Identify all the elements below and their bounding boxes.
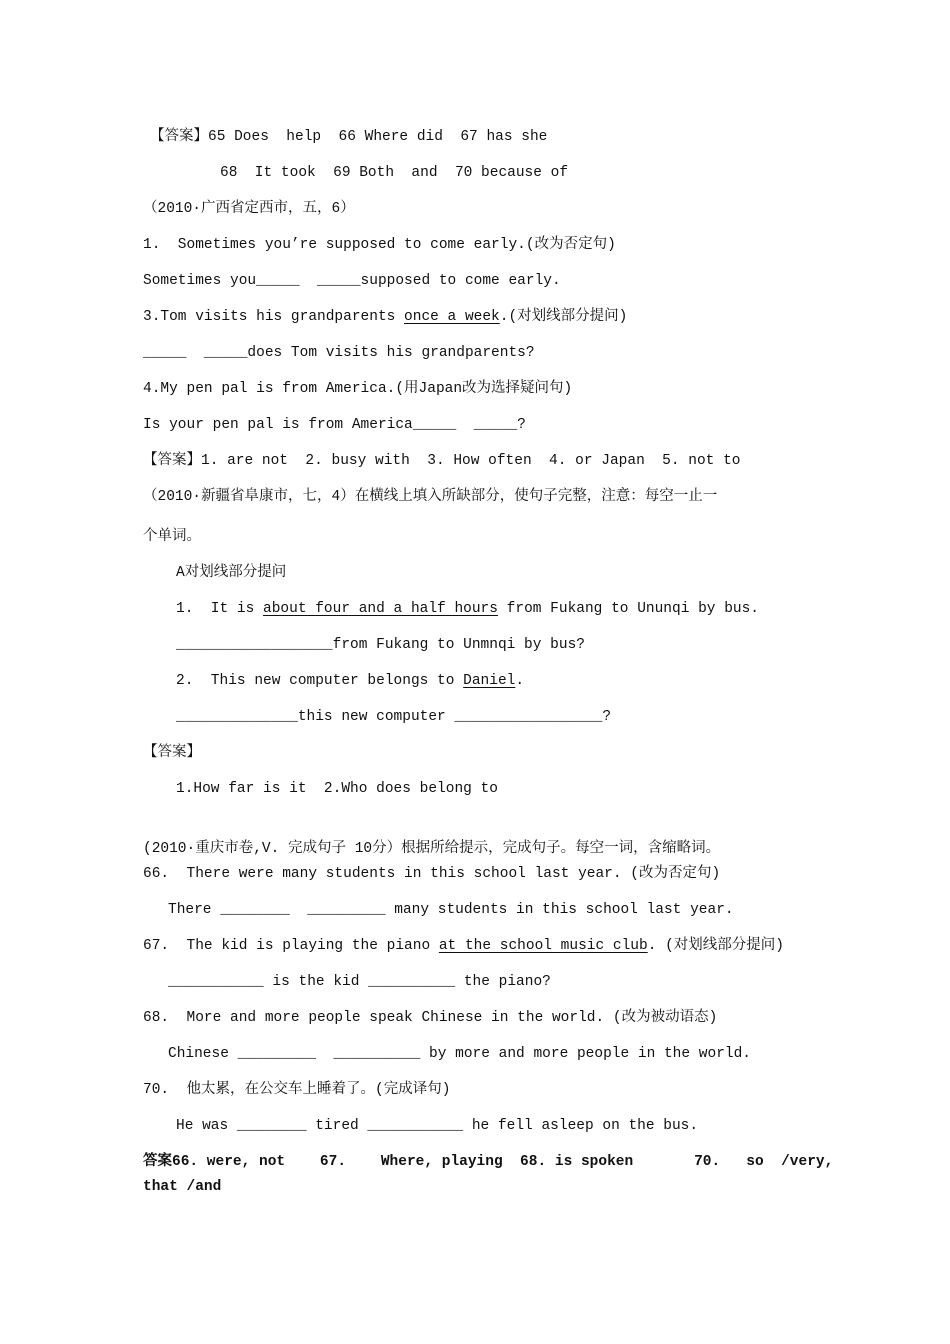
question-1: 1. Sometimes you’re supposed to come early.(改为否定句): [143, 237, 616, 253]
question-4-blank: Is your pen pal is from America_____ _____?: [143, 417, 526, 433]
fukang-question-2-prefix: 2. This new computer belongs to: [176, 673, 464, 689]
fukang-question-1-prefix: 1. It is: [176, 601, 264, 617]
source-chongqing: (2010·重庆市卷,V. 完成句子 10分）根据所给提示，完成句子。每空一词，含缩略词。: [143, 841, 721, 857]
question-3-prefix: 3.Tom visits his grandparents: [143, 309, 405, 325]
fukang-question-2-underlined: Daniel: [463, 673, 516, 689]
fukang-question-2-suffix: .: [515, 673, 525, 689]
question-66: 66. There were many students in this school last year. (改为否定句): [143, 866, 721, 882]
question-68-blank: Chinese _________ __________ by more and more people in the world.: [168, 1046, 751, 1062]
question-67-prefix: 67. The kid is playing the piano: [143, 938, 439, 954]
answer-chongqing-line2: that /and: [143, 1179, 222, 1195]
answer-line-65-67: 【答案】65 Does help 66 Where did 67 has she: [150, 129, 548, 145]
fukang-question-1-underlined: about four and a half hours: [263, 601, 498, 617]
fukang-question-1-suffix: from Fukang to Ununqi by bus.: [497, 601, 760, 617]
question-67-suffix: . (对划线部分提问): [647, 938, 785, 954]
question-1-blank: Sometimes you_____ _____supposed to come early.: [143, 273, 561, 289]
source-dingxi: （2010·广西省定西市，五，6）: [143, 201, 355, 217]
question-70: 70. 他太累，在公交车上睡着了。(完成译句): [143, 1082, 451, 1098]
question-3-blank: _____ _____does Tom visits his grandparents?: [143, 345, 535, 361]
source-fukang-line2: 个单词。: [143, 529, 201, 545]
question-67: [143, 935, 784, 957]
answer-line-68-70: 68 It took 69 Both and 70 because of: [220, 165, 569, 181]
source-fukang-line1: （2010·新疆省阜康市，七，4）在横线上填入所缺部分，使句子完整，注意：每空一止一: [143, 489, 718, 505]
question-3: [143, 306, 627, 328]
answer-chongqing-line1: 答案66. were, not 67. Where, playing 68. is spoken 70. so /very,: [143, 1154, 834, 1170]
question-3-suffix: .(对划线部分提问): [499, 309, 628, 325]
question-66-blank: There ________ _________ many students in this school last year.: [168, 902, 734, 918]
question-67-underlined: at the school music club: [438, 938, 648, 954]
question-67-blank: ___________ is the kid __________ the piano?: [168, 974, 551, 990]
question-70-blank: He was ________ tired ___________ he fell asleep on the bus.: [176, 1118, 699, 1134]
question-4: 4.My pen pal is from America.(用Japan改为选择疑问句): [143, 381, 573, 397]
answer-fukang: 1.How far is it 2.Who does belong to: [176, 781, 498, 797]
answer-dingxi: 【答案】1. are not 2. busy with 3. How often 4. or Japan 5. not to: [143, 453, 741, 469]
fukang-question-2-blank: ______________this new computer _________________?: [176, 709, 612, 725]
fukang-question-1: [176, 598, 759, 620]
fukang-question-2: [176, 670, 524, 692]
question-3-underlined: once a week: [404, 309, 500, 325]
question-68: 68. More and more people speak Chinese in the world. (改为被动语态): [143, 1010, 718, 1026]
fukang-question-1-blank: __________________from Fukang to Unmnqi by bus?: [176, 637, 585, 653]
answer-label: 【答案】: [143, 745, 201, 761]
section-title: A对划线部分提问: [176, 565, 287, 581]
